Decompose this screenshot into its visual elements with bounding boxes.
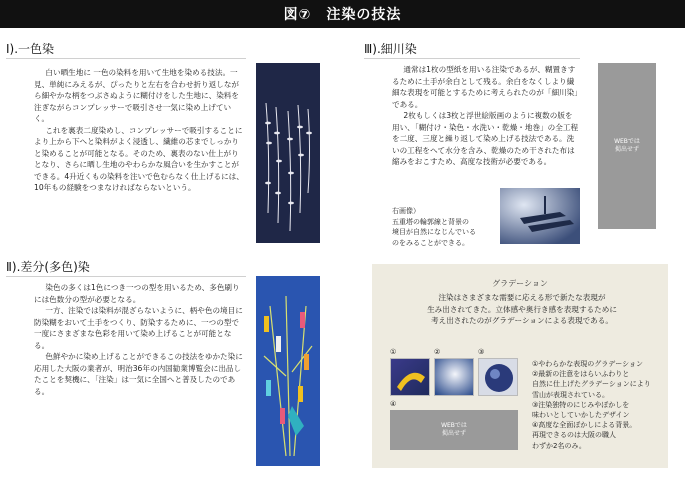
gradation-note-4: 雪山が表現されている。 <box>532 390 609 399</box>
section1-divider <box>6 58 246 59</box>
section1-para-1: 白い晒生地に 一色の染料を用いて生地を染める技法。一見、単純にみえるが、ぴったりと左右を合わせ折り返しながら細やかな柄をつぶさぬように糊付けをした生地に、染料を注ぎながらコンプレッサーで吸引させ一気に染め上げていく。 <box>34 68 240 123</box>
image-placeholder-gradation <box>390 410 518 450</box>
section3-para-2: 2枚もしくは3枚と浮世絵版画のように複数の版を用い、「糊付け・染色・水洗い・乾燥・地巻」の全工程を二度、三度と繰り返して染め上げる技法である。洗いの工程をへて水分を含み、乾燥のため干された布は縮みをおこすため、高度な技術が必要である。 <box>392 111 579 166</box>
section2-para-3: 色鮮やかに染め上げることができるこの技法をゆかた染に応用した大阪の業者が、明治36年の内国勧業博覧会に出品したことを契機に、「注染」は一気に全国へと普及したのである。 <box>34 352 243 396</box>
tanabata-tenugui-image <box>256 276 320 466</box>
gradation-panel <box>372 264 668 468</box>
section3-divider <box>364 58 580 59</box>
section2-divider <box>6 276 246 277</box>
gradation-line-3: 考え出されたのがグラデーションによる表現である。 <box>431 316 613 325</box>
gradation-note-7: ④高度な全面ぼかしによる背景。 <box>532 421 637 430</box>
gradation-note-5: ③注染独特のにじみやぼかしを <box>532 400 630 409</box>
section2-para-2: 一方、注染では染料が混ざらないように、柄や色の境目に防染糊をおいて土手をつくり、防染するために、一つの型で一度にさまざまな色彩を用いて染め上げることが可能となる。 <box>34 306 243 350</box>
gradation-note-9: わずか2名のみ。 <box>532 441 586 450</box>
gradation-note-8: 再現できるのは大阪の職人 <box>532 431 616 440</box>
indigo-tenugui-image <box>256 63 320 243</box>
gradation-title: グラデーション <box>492 279 548 288</box>
gradation-number-2: ② <box>434 348 441 356</box>
gradation-number-1: ① <box>390 348 397 356</box>
section1-para-2: これを裏表二度染めし、コンプレッサーで吸引することにより上から下へと染料がよく浸透し、繊維の芯までしっかりと染めることが可能となる。そのため、裏表のない仕上がりとなり、さらに晒し生地のやわらかな風合いを生かすことができる。4升近くもの染料を注いで色むらなく仕上げるには、10年もの経験をつまなければならないという。 <box>34 125 244 192</box>
gradation-swatch-3 <box>478 358 518 396</box>
caption-line-1: 右画像） <box>392 207 420 215</box>
section3-body <box>392 64 580 168</box>
placeholder-line-1: WEBでは <box>614 138 640 145</box>
gradation-swatch-1 <box>390 358 430 396</box>
gradation-description <box>392 292 652 327</box>
section1-body <box>34 67 244 194</box>
placeholder-line-2: 掲出せず <box>614 146 639 153</box>
gradation-swatch-2 <box>434 358 474 396</box>
placeholder-line-1: WEBでは <box>441 422 467 429</box>
gradation-line-2: 生み出されてきた。立体感や奥行き感を表現するために <box>427 304 617 314</box>
gradation-note-1: ①やわらかな表現のグラデーション <box>532 360 643 368</box>
section3-para-1: 通常は1枚の型紙を用いる注染であるが、糊置きするために土手が余白として残る。余白をなくしより繊細な表現を可能とするために考えられたのが「細川染」である。 <box>392 65 579 109</box>
section3-heading: Ⅲ).細川染 <box>364 42 417 56</box>
section3-caption <box>392 206 496 248</box>
gradation-number-3: ③ <box>478 348 485 356</box>
gradation-note-3: 自然に仕上げたグラデーションにより <box>532 380 651 389</box>
gradation-number-4: ④ <box>390 400 397 408</box>
gradation-note-6: 味わいとしていかしたデザイン <box>532 411 630 420</box>
caption-line-3: 境目が自然になじんでいる <box>392 228 476 236</box>
section2-heading: Ⅱ).差分(多色)染 <box>6 260 90 274</box>
gradation-note-2: ②最新の注意をはらいふわりと <box>532 370 630 379</box>
gradation-notes <box>532 359 664 451</box>
image-placeholder-section3 <box>598 63 656 229</box>
gradation-line-1: 注染はさまざまな需要に応える形で新たな表現が <box>438 293 606 302</box>
caption-line-2: 五重塔の輪郭線と背景の <box>392 217 469 226</box>
caption-line-4: のをみることができる。 <box>392 238 469 247</box>
placeholder-line-2: 掲出せず <box>441 430 466 437</box>
page-title: 図⑦ 注染の技法 <box>0 0 685 28</box>
section2-body <box>34 282 244 397</box>
section2-para-1: 染色の多くは1色につき一つの型を用いるため、多色刷りには色数分の型が必要となる。 <box>34 283 240 304</box>
pagoda-image <box>500 188 580 244</box>
section1-heading: Ⅰ).一色染 <box>6 42 55 56</box>
